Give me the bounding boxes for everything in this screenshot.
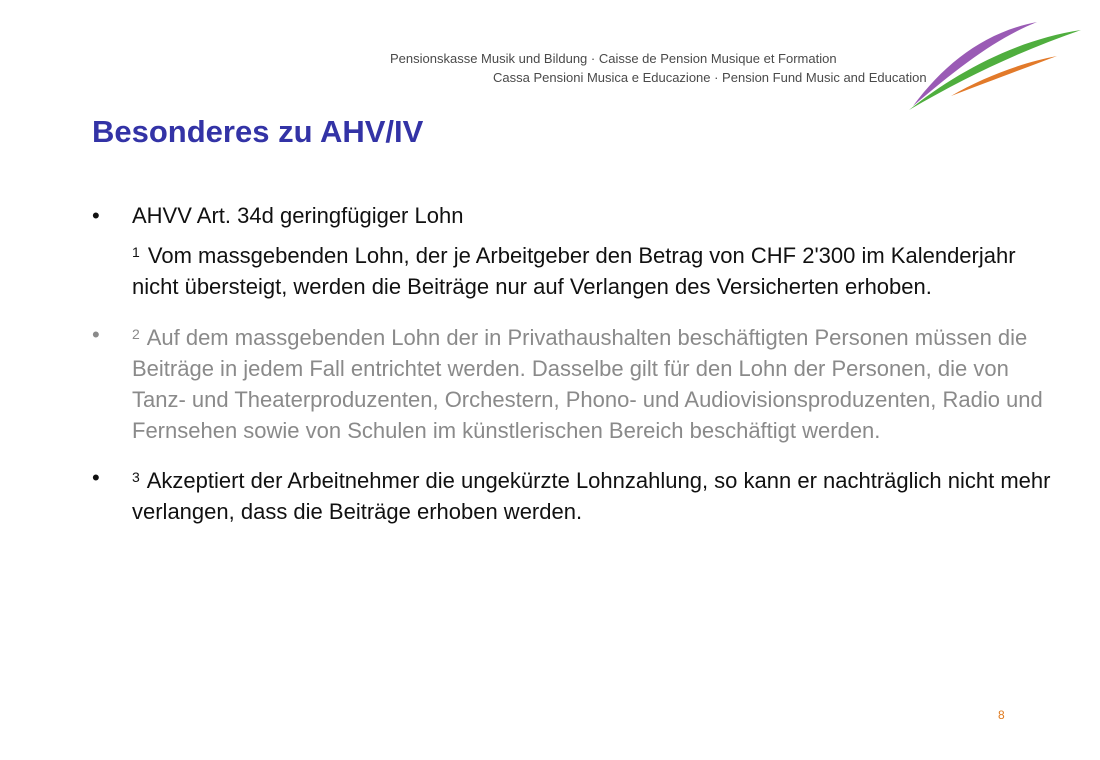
paragraph-number: 1 [132,244,140,260]
header-line-italian-english: Cassa Pensioni Musica e Educazione · Pension Fund Music and Education [493,70,927,85]
swoosh-logo-icon [905,18,1085,113]
bullet-list [92,200,1052,527]
bullet-heading: AHVV Art. 34d geringfügiger Lohn [132,203,464,228]
bullet-paragraph-2 [132,319,1052,446]
bullet-paragraph-1 [132,237,1052,302]
paragraph-text: Auf dem massgebenden Lohn der in Privathaushalten beschäftigten Personen müssen die Beiträge in jedem Fall entrichtet werden. Dasselbe gilt für den Lohn der Personen, die von Tanz- und Theaterproduzenten, Orchestern, Phono- und Audiovisionsproduzenten, Radio und Fernsehen sowie von Schulen im künstlerischen Bereich beschäftigt werden. [132,325,1043,443]
bullet-item-2 [92,319,1052,446]
paragraph-number: 2 [132,326,140,342]
paragraph-text: Akzeptiert der Arbeitnehmer die ungekürzte Lohnzahlung, so kann er nachträglich nicht mehr verlangen, dass die Beiträge erhoben werden. [132,468,1051,524]
bullet-marker: • [92,203,100,228]
bullet-item-1 [92,200,1052,302]
header-line-german-french: Pensionskasse Musik und Bildung · Caisse de Pension Musique et Formation [390,51,837,66]
bullet-marker: • [92,465,100,490]
bullet-marker: • [92,322,100,347]
bullet-item-3 [92,462,1052,527]
slide-title: Besonderes zu AHV/IV [92,114,424,149]
page-number: 8 [998,708,1005,722]
paragraph-number: 3 [132,469,140,485]
paragraph-text: Vom massgebenden Lohn, der je Arbeitgeber den Betrag von CHF 2'300 im Kalenderjahr nicht übersteigt, werden die Beiträge nur auf Verlangen des Versicherten erhoben. [132,243,1016,299]
bullet-paragraph-3 [132,462,1052,527]
